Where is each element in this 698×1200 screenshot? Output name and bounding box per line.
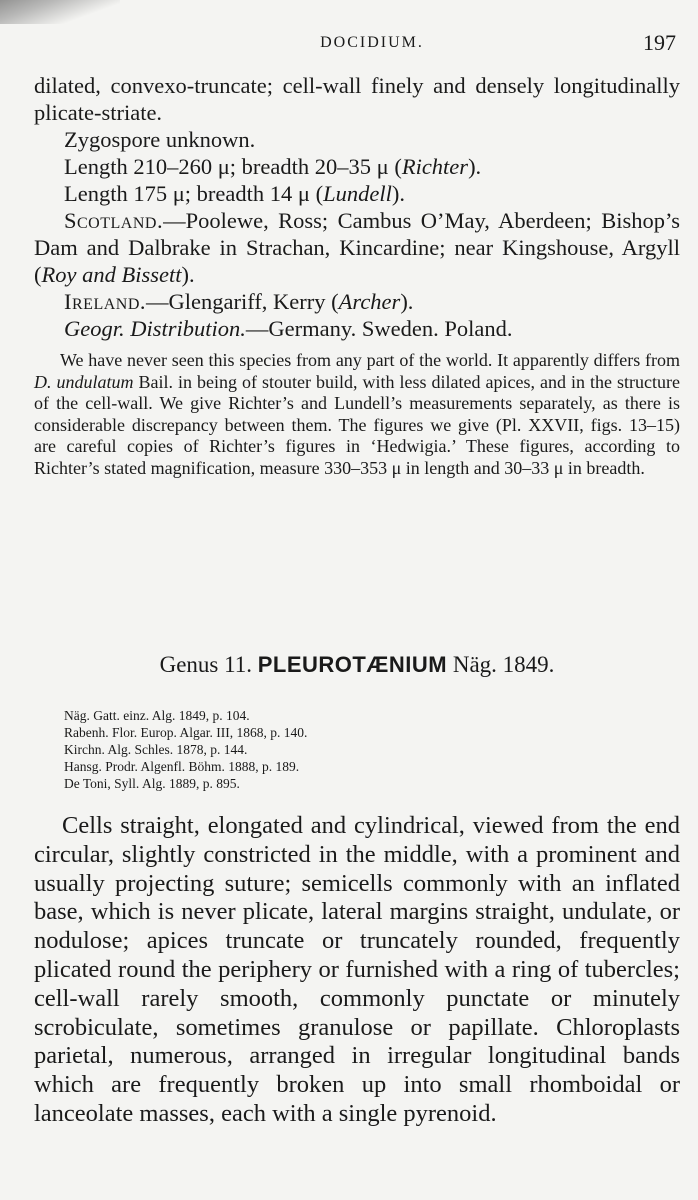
locality-ireland: [34, 288, 680, 315]
species-name: D. undulatum: [34, 371, 134, 392]
genus-description: Cells straight, elongated and cylindrical, viewed from the end circular, slightly constricted in the middle, with a prominent and usually projecting suture; semicells commonly with an inflated base, which is never plicate, lateral margins straight, undulate, or nodulose; apices truncate or truncately rounded, frequently plicated round the periphery or furnished with a ring of tubercles; cell-wall rarely smooth, commonly punctate or minutely scrobiculate, sometimes granulose or papillate. Chloroplasts parietal, numerous, arranged in irregular longitudinal bands which are frequently broken up into small rhomboidal or lanceolate masses, each with a single pyrenoid.: [34, 812, 680, 1127]
running-header: [34, 30, 680, 56]
genus-name: PLEUROTÆNIUM: [257, 652, 448, 677]
closing-paren: ).: [468, 154, 482, 179]
running-title: DOCIDIUM.: [320, 34, 424, 51]
geogr-label: Geogr. Distribution.: [64, 316, 246, 341]
region-label: Ireland.: [64, 289, 147, 314]
measurement-text: Length 210–260 μ; breadth 20–35 μ (: [64, 154, 402, 179]
description-continuation: dilated, convexo-truncate; cell-wall finely and densely longitudinally plicate-striate.: [34, 73, 680, 125]
reference-item: Hansg. Prodr. Algenfl. Böhm. 1888, p. 189.: [64, 759, 300, 774]
author-citation: Roy and Bissett: [41, 262, 182, 287]
locality-text: —Poolewe, Ross; Cambus O’May, Aberdeen; Bishop’s Dam and Dalbrake in Strachan, Kincardine; near Kingshouse, Argyll (: [34, 208, 680, 287]
reference-item: Rabenh. Flor. Europ. Algar. III, 1868, p. 140.: [64, 725, 308, 740]
genus-prefix: Genus 11.: [159, 652, 252, 677]
page-corner-shadow: [0, 0, 120, 24]
remarks-text: Bail. in being of stouter build, with less dilated apices, and in the structure of the cell-wall. We give Richter’s and Lundell’s measurements separately, as there is considerable discrepancy between them. The figures we give (Pl. XXVII, figs. 13–15) are careful copies of Richter’s figures in ‘Hedwigia.’ These figures, according to Richter’s stated magnification, measure 330–353 μ in length and 30–33 μ in breadth.: [34, 371, 681, 478]
locality-scotland: [34, 207, 680, 288]
page-number: 197: [643, 30, 676, 55]
closing-paren: ).: [400, 289, 414, 314]
remarks-paragraph: [34, 350, 680, 479]
geogr-text: —Germany. Sweden. Poland.: [245, 316, 513, 341]
author-citation: Richter: [401, 154, 469, 179]
region-label: Scotland.: [64, 208, 164, 233]
reference-item: Kirchn. Alg. Schles. 1878, p. 144.: [64, 742, 248, 757]
geographic-distribution: [34, 315, 680, 342]
closing-paren: ).: [391, 181, 405, 206]
reference-list: [64, 707, 668, 792]
reference-item: Näg. Gatt. einz. Alg. 1849, p. 104.: [64, 708, 250, 723]
locality-text: —Glengariff, Kerry (: [146, 289, 339, 314]
author-citation: Lundell: [323, 181, 392, 206]
species-continuation: [34, 72, 680, 479]
closing-paren: ).: [181, 262, 195, 287]
measurement-text: Length 175 μ; breadth 14 μ (: [64, 181, 324, 206]
genus-heading: [34, 652, 680, 678]
measurement-lundell: [34, 180, 680, 207]
reference-item: De Toni, Syll. Alg. 1889, p. 895.: [64, 776, 240, 791]
genus-authority: Näg. 1849.: [452, 652, 555, 677]
measurement-richter: [34, 153, 680, 180]
zygospore-line: Zygospore unknown.: [64, 127, 256, 152]
author-citation: Archer: [338, 289, 401, 314]
remarks-text: We have never seen this species from any part of the world. It apparently differs from: [60, 350, 680, 370]
